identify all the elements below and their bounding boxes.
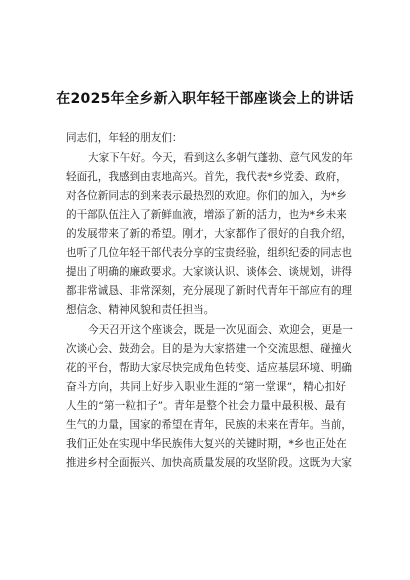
body-line: 想信念、精神风貌和责任担当。	[66, 304, 215, 316]
body-line: 奋斗方向，共同上好步入职业生涯的“第一堂课”，精心扣好	[66, 381, 346, 393]
body-line: 大家下午好。今天，看到这么多朝气蓬勃、意气风发的年	[88, 152, 353, 164]
body-line: 都非常诚恳、非常深刻，充分展现了新时代青年干部应有的理	[66, 285, 353, 297]
body-line: 我们正处在实现中华民族伟大复兴的关键时期，*乡也正处在	[66, 438, 347, 450]
body-line: 也听了几位年轻干部代表分享的宝贵经验，组织纪委的同志也	[66, 247, 353, 259]
body-line: 推进乡村全面振兴、加快高质量发展的攻坚阶段。这既为大家	[66, 457, 353, 469]
body-line: 的发展带来了新的希望。刚才，大家都作了很好的自我介绍，	[66, 228, 353, 240]
salutation: 同志们，年轻的朋友们：	[66, 132, 183, 144]
body-line: 今天召开这个座谈会，既是一次见面会、欢迎会，更是一	[88, 324, 353, 336]
body-line: 生气的力量，国家的希望在青年，民族的未来在青年。当前，	[66, 419, 353, 431]
body-line: 提出了明确的廉政要求。大家谈认识、谈体会、谈规划，讲得	[66, 266, 353, 278]
body-line: 次谈心会、鼓劲会。目的是为大家搭建一个交流思想、碰撞火	[66, 343, 353, 355]
document-title: 在2025年全乡新入职年轻干部座谈会上的讲话	[56, 91, 354, 107]
body-line: 花的平台，帮助大家尽快完成角色转变、适应基层环境、明确	[66, 362, 353, 374]
body-line: 对各位新同志的到来表示最热烈的欢迎。你们的加入，为*乡	[66, 190, 347, 202]
body-line: 人生的“第一粒扣子”。青年是整个社会力量中最积极、最有	[66, 400, 346, 412]
body-line: 轻面孔，我感到由衷地高兴。首先，我代表*乡党委、政府，	[66, 171, 347, 183]
body-line: 的干部队伍注入了新鲜血液，增添了新的活力，也为*乡未来	[66, 209, 347, 221]
